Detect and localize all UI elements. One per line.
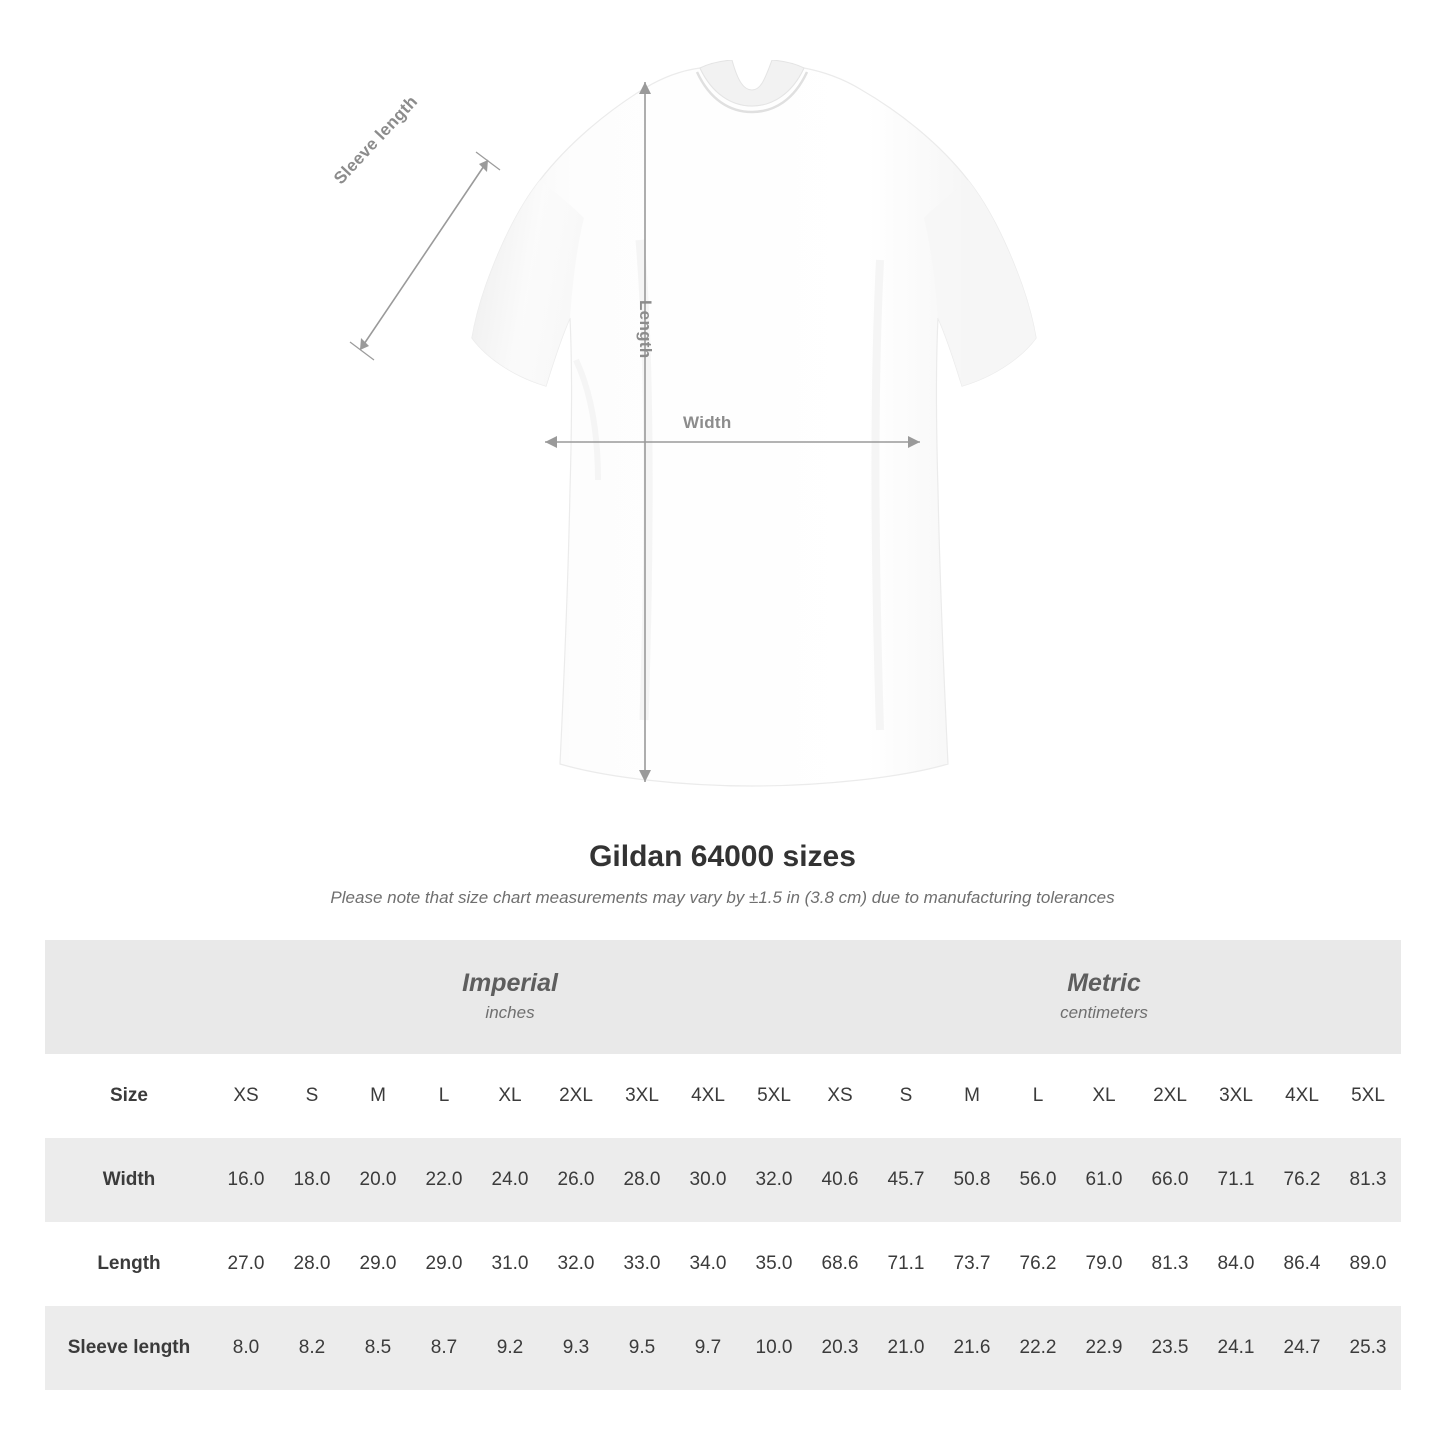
cell-length-imperial-5xl: 35.0 [741, 1222, 807, 1306]
arrow-width-left [545, 436, 557, 448]
col-header-imperial-5xl: 5XL [741, 1054, 807, 1138]
cell-width-metric-m: 50.8 [939, 1138, 1005, 1222]
cell-length-metric-2xl: 81.3 [1137, 1222, 1203, 1306]
row-label-width: Width [45, 1138, 213, 1222]
cell-length-metric-5xl: 89.0 [1335, 1222, 1401, 1306]
cell-length-metric-xl: 79.0 [1071, 1222, 1137, 1306]
cell-length-metric-3xl: 84.0 [1203, 1222, 1269, 1306]
unit-header-spacer [45, 940, 213, 1054]
cell-sleeve-metric-5xl: 25.3 [1335, 1306, 1401, 1390]
label-width: Width [683, 413, 732, 432]
cell-sleeve-metric-4xl: 24.7 [1269, 1306, 1335, 1390]
cell-length-imperial-xs: 27.0 [213, 1222, 279, 1306]
cell-length-imperial-3xl: 33.0 [609, 1222, 675, 1306]
col-header-metric-l: L [1005, 1054, 1071, 1138]
unit-header-row [45, 940, 1401, 1054]
cell-width-metric-s: 45.7 [873, 1138, 939, 1222]
cell-width-metric-4xl: 76.2 [1269, 1138, 1335, 1222]
cell-sleeve-metric-l: 22.2 [1005, 1306, 1071, 1390]
cell-width-imperial-3xl: 28.0 [609, 1138, 675, 1222]
cell-width-imperial-xs: 16.0 [213, 1138, 279, 1222]
cell-sleeve-imperial-xl: 9.2 [477, 1306, 543, 1390]
unit-name-metric: Metric [1067, 968, 1141, 997]
cell-width-metric-xs: 40.6 [807, 1138, 873, 1222]
col-header-metric-2xl: 2XL [1137, 1054, 1203, 1138]
table-row-width [45, 1138, 1401, 1222]
cell-sleeve-metric-2xl: 23.5 [1137, 1306, 1203, 1390]
col-header-metric-xl: XL [1071, 1054, 1137, 1138]
unit-sub-imperial: inches [485, 1003, 535, 1023]
size-table-wrapper [45, 940, 1400, 1390]
col-header-imperial-2xl: 2XL [543, 1054, 609, 1138]
cell-sleeve-metric-xs: 20.3 [807, 1306, 873, 1390]
cell-width-imperial-5xl: 32.0 [741, 1138, 807, 1222]
col-header-imperial-xs: XS [213, 1054, 279, 1138]
col-header-imperial-3xl: 3XL [609, 1054, 675, 1138]
cell-sleeve-imperial-s: 8.2 [279, 1306, 345, 1390]
fabric-fold-right [876, 260, 881, 730]
col-header-metric-m: M [939, 1054, 1005, 1138]
sleeve-tick-top [476, 152, 500, 170]
col-header-metric-xs: XS [807, 1054, 873, 1138]
unit-header-metric [807, 940, 1401, 1054]
cell-width-imperial-m: 20.0 [345, 1138, 411, 1222]
cell-sleeve-imperial-xs: 8.0 [213, 1306, 279, 1390]
page-title: Gildan 64000 sizes [589, 840, 856, 873]
cell-sleeve-imperial-5xl: 10.0 [741, 1306, 807, 1390]
cell-sleeve-metric-s: 21.0 [873, 1306, 939, 1390]
cell-length-imperial-xl: 31.0 [477, 1222, 543, 1306]
cell-width-metric-3xl: 71.1 [1203, 1138, 1269, 1222]
cell-length-imperial-4xl: 34.0 [675, 1222, 741, 1306]
cell-width-metric-l: 56.0 [1005, 1138, 1071, 1222]
unit-sub-metric: centimeters [1060, 1003, 1148, 1023]
cell-width-imperial-2xl: 26.0 [543, 1138, 609, 1222]
cell-width-imperial-4xl: 30.0 [675, 1138, 741, 1222]
col-header-imperial-xl: XL [477, 1054, 543, 1138]
cell-length-metric-s: 71.1 [873, 1222, 939, 1306]
tolerance-note: Please note that size chart measurements may vary by ±1.5 in (3.8 cm) due to manufacturing tolerances [330, 888, 1115, 907]
table-row-sleeve-length [45, 1306, 1401, 1390]
tshirt-svg [340, 60, 1100, 820]
unit-header-imperial [213, 940, 807, 1054]
cell-sleeve-imperial-m: 8.5 [345, 1306, 411, 1390]
col-header-metric-4xl: 4XL [1269, 1054, 1335, 1138]
cell-length-imperial-s: 28.0 [279, 1222, 345, 1306]
col-header-metric-s: S [873, 1054, 939, 1138]
col-header-metric-3xl: 3XL [1203, 1054, 1269, 1138]
cell-width-imperial-s: 18.0 [279, 1138, 345, 1222]
shirt-right-sleeve [924, 180, 1036, 386]
cell-width-metric-5xl: 81.3 [1335, 1138, 1401, 1222]
shirt-body [472, 68, 1036, 786]
label-sleeve-length: Sleeve length [330, 91, 422, 188]
unit-name-imperial: Imperial [462, 968, 558, 997]
cell-length-metric-m: 73.7 [939, 1222, 1005, 1306]
sleeve-measure-line [360, 160, 488, 350]
col-header-imperial-l: L [411, 1054, 477, 1138]
title-block [0, 840, 1445, 908]
table-row-length [45, 1222, 1401, 1306]
cell-length-metric-xs: 68.6 [807, 1222, 873, 1306]
cell-width-metric-xl: 61.0 [1071, 1138, 1137, 1222]
col-header-imperial-m: M [345, 1054, 411, 1138]
cell-sleeve-metric-m: 21.6 [939, 1306, 1005, 1390]
cell-length-metric-4xl: 86.4 [1269, 1222, 1335, 1306]
cell-sleeve-metric-3xl: 24.1 [1203, 1306, 1269, 1390]
cell-length-metric-l: 76.2 [1005, 1222, 1071, 1306]
label-length: Length [636, 300, 655, 359]
cell-length-imperial-2xl: 32.0 [543, 1222, 609, 1306]
shirt-left-sleeve [472, 180, 584, 386]
cell-width-imperial-l: 22.0 [411, 1138, 477, 1222]
cell-sleeve-imperial-4xl: 9.7 [675, 1306, 741, 1390]
cell-sleeve-imperial-3xl: 9.5 [609, 1306, 675, 1390]
cell-width-imperial-xl: 24.0 [477, 1138, 543, 1222]
row-label-length: Length [45, 1222, 213, 1306]
cell-width-metric-2xl: 66.0 [1137, 1138, 1203, 1222]
cell-sleeve-imperial-2xl: 9.3 [543, 1306, 609, 1390]
col-header-metric-5xl: 5XL [1335, 1054, 1401, 1138]
cell-sleeve-metric-xl: 22.9 [1071, 1306, 1137, 1390]
row-label-sleeve-length: Sleeve length [45, 1306, 213, 1390]
cell-length-imperial-m: 29.0 [345, 1222, 411, 1306]
size-table [45, 940, 1401, 1390]
cell-sleeve-imperial-l: 8.7 [411, 1306, 477, 1390]
col-header-imperial-4xl: 4XL [675, 1054, 741, 1138]
cell-length-imperial-l: 29.0 [411, 1222, 477, 1306]
col-header-imperial-s: S [279, 1054, 345, 1138]
size-header-row [45, 1054, 1401, 1138]
row-header-size: Size [45, 1054, 213, 1138]
